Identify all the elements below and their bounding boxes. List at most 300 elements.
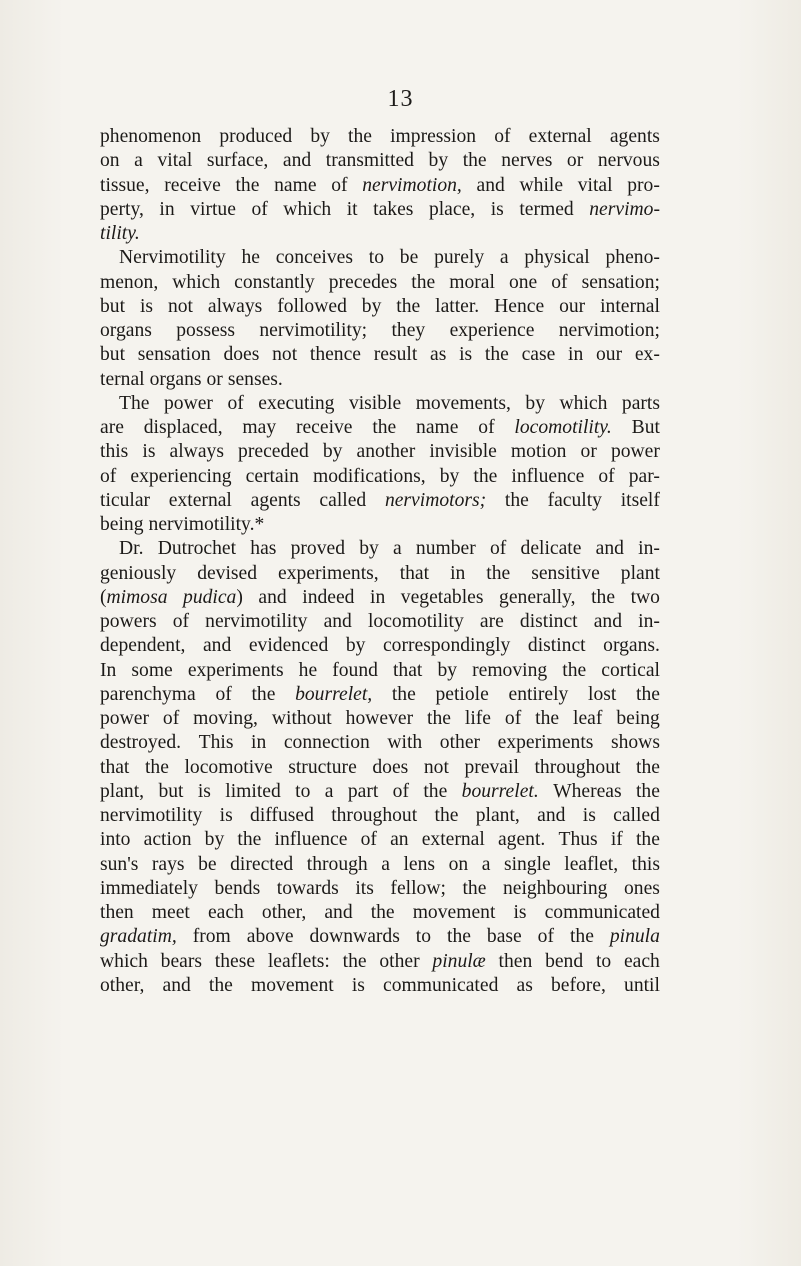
word: nervimotility.* <box>148 514 265 535</box>
word: does <box>372 756 409 778</box>
word: the <box>636 683 660 705</box>
word: and <box>323 611 352 632</box>
word: experiments, <box>278 562 379 584</box>
word: not <box>423 756 449 778</box>
word: bears <box>160 950 203 972</box>
word: base <box>486 926 522 948</box>
word: locomotility <box>367 611 464 632</box>
word: faculty <box>547 489 602 511</box>
word: while <box>519 174 564 196</box>
text-line <box>100 295 660 319</box>
text-line <box>100 125 660 149</box>
word: the <box>235 174 260 196</box>
word: part <box>347 780 379 802</box>
text-line <box>100 513 660 537</box>
word: moral <box>449 271 495 293</box>
word: the <box>208 974 233 996</box>
text-line <box>100 853 660 877</box>
word: physical <box>524 247 590 269</box>
word: the <box>462 150 487 172</box>
word: This <box>198 732 234 754</box>
word: of <box>489 538 507 560</box>
word: menon, <box>100 271 159 293</box>
text-line <box>100 198 660 222</box>
word: parenchyma <box>100 683 196 705</box>
word: as <box>430 344 447 366</box>
word: bend <box>545 950 584 972</box>
word: conceives <box>275 247 353 269</box>
word: of <box>360 829 377 851</box>
word: by <box>310 126 330 147</box>
word: not <box>272 344 298 366</box>
word: other <box>379 950 420 972</box>
word: power <box>163 392 213 414</box>
word: external <box>421 829 485 851</box>
word: ones <box>623 877 660 899</box>
text-line <box>100 222 660 246</box>
word: But <box>631 417 660 438</box>
text-line <box>100 174 660 198</box>
word: is <box>139 295 154 317</box>
word: the <box>486 562 511 584</box>
word: until <box>624 974 660 996</box>
word: by <box>525 392 546 414</box>
text-line <box>100 780 660 804</box>
word: tility. <box>100 223 140 244</box>
word: into <box>100 829 131 851</box>
word: ticular <box>100 489 151 511</box>
word: then <box>498 950 533 972</box>
word: before, <box>550 974 606 996</box>
word: immediately <box>100 877 198 899</box>
word: ternal <box>100 368 145 390</box>
word: in- <box>638 611 660 632</box>
word: two <box>630 586 660 608</box>
text-line <box>100 537 660 561</box>
word: limited <box>225 780 281 802</box>
word: of <box>478 417 495 438</box>
text-line <box>100 877 660 901</box>
word: or <box>580 441 597 463</box>
word: power <box>610 441 660 463</box>
word: in <box>159 198 175 220</box>
word: is <box>197 780 211 802</box>
word: other <box>439 732 481 754</box>
word: being <box>100 514 144 535</box>
word: to <box>415 926 432 948</box>
word: are <box>479 611 504 632</box>
word: and <box>324 902 353 923</box>
word: executing <box>258 392 335 414</box>
word: but <box>158 780 184 802</box>
text-line <box>100 489 660 513</box>
word: and <box>162 974 191 996</box>
word: but <box>100 295 126 317</box>
word: proved <box>290 538 346 560</box>
word: leaflets: <box>267 950 330 972</box>
word: pro- <box>627 174 660 196</box>
text-line <box>100 731 660 755</box>
word: another <box>356 441 416 463</box>
word: power <box>100 708 149 729</box>
word: by <box>439 465 460 487</box>
text-line <box>100 610 660 634</box>
word: sensation; <box>581 271 660 293</box>
word: throughout <box>331 805 418 826</box>
word: each <box>207 902 244 923</box>
word: Whereas <box>553 780 622 802</box>
word: as <box>516 974 533 996</box>
word: the <box>504 489 529 511</box>
text-line <box>100 683 660 707</box>
word: powers <box>100 611 157 632</box>
word: par- <box>628 465 660 487</box>
word: visible <box>348 392 402 414</box>
word: lens <box>403 853 436 875</box>
word: agent. <box>497 829 546 851</box>
text-line <box>100 950 660 974</box>
word: name <box>274 174 317 196</box>
word: entirely <box>508 683 569 705</box>
text-line <box>100 828 660 852</box>
word: generally, <box>499 586 576 608</box>
word: a <box>324 780 334 802</box>
word: to <box>295 780 311 802</box>
word: experiments <box>497 732 594 754</box>
word: he <box>241 247 260 269</box>
word: removing <box>472 659 548 681</box>
word: devised <box>197 562 258 584</box>
text-line <box>100 271 660 295</box>
word: if <box>610 829 623 851</box>
word: thence <box>309 344 362 366</box>
word: by <box>359 538 379 560</box>
text-line <box>100 562 660 586</box>
word: Dr. <box>119 538 144 560</box>
word: bourrelet, <box>295 683 373 705</box>
word: the <box>484 344 509 366</box>
body-text <box>100 125 660 998</box>
word: has <box>250 538 277 560</box>
word: leaf <box>573 708 603 729</box>
word: termed <box>519 198 574 220</box>
word: on <box>448 853 469 875</box>
word: of <box>162 708 180 729</box>
word: each <box>623 950 660 972</box>
word: delicate <box>520 538 582 560</box>
word: however <box>345 708 414 729</box>
word: of <box>537 926 554 948</box>
word: experiments <box>187 659 284 681</box>
word: the <box>144 756 169 778</box>
word: indeed <box>302 586 355 608</box>
word: locomotility. <box>514 417 612 438</box>
text-line <box>100 368 660 392</box>
word: but <box>100 344 126 366</box>
word: a <box>134 150 143 172</box>
text-line <box>100 343 660 367</box>
word: of <box>504 708 522 729</box>
word: parts <box>621 392 660 414</box>
text-line <box>100 440 660 464</box>
word: in <box>450 562 466 584</box>
word: the <box>635 780 660 802</box>
word: communicated <box>383 974 499 996</box>
word: a <box>499 247 509 269</box>
word: dependent, <box>100 635 186 657</box>
word: directed <box>230 853 294 875</box>
word: perty, <box>100 198 144 220</box>
word: of <box>251 198 268 220</box>
word: precedes <box>328 271 398 293</box>
word: is <box>459 344 473 366</box>
word: neighbouring <box>502 877 608 899</box>
word: is <box>351 974 365 996</box>
word: and <box>476 174 505 196</box>
word: the <box>447 926 471 948</box>
word: nervimotion; <box>558 320 660 341</box>
word: connection <box>283 732 370 754</box>
text-line <box>100 707 660 731</box>
word: our <box>559 295 586 317</box>
text-line <box>100 756 660 780</box>
word: locomotive <box>184 756 273 778</box>
word: that <box>399 562 430 584</box>
word: a <box>393 538 402 560</box>
word: gradatim, <box>100 926 177 948</box>
text-line <box>100 586 660 610</box>
word: he <box>298 659 318 681</box>
word: evidenced <box>248 635 329 657</box>
word: the <box>423 780 448 802</box>
word: distinct <box>519 611 578 632</box>
word: the <box>342 950 367 972</box>
word: called <box>319 489 367 511</box>
text-line <box>100 392 660 416</box>
word: Nervimotility <box>119 247 226 269</box>
text-line <box>100 901 660 925</box>
word: this <box>631 853 660 875</box>
word: does <box>223 344 260 366</box>
word: Dutrochet <box>157 538 237 560</box>
word: by <box>204 829 225 851</box>
word: external <box>168 489 232 511</box>
word: that <box>392 659 423 681</box>
word: or <box>566 150 584 172</box>
word: or <box>206 368 223 390</box>
word: which <box>172 271 221 293</box>
word: bourrelet. <box>461 780 539 802</box>
word: the <box>636 756 660 778</box>
page-number: 13 <box>387 86 414 112</box>
word: influence <box>511 465 585 487</box>
word: of <box>172 611 190 632</box>
text-line <box>100 659 660 683</box>
word: surface, <box>206 150 269 172</box>
word: and <box>282 150 312 172</box>
word: the <box>237 829 262 851</box>
word: moving, <box>193 708 258 729</box>
text-line <box>100 319 660 343</box>
word: that <box>100 756 130 778</box>
word: result <box>373 344 418 366</box>
word: sensation <box>137 344 211 366</box>
word: displaced, <box>143 417 223 438</box>
word: experience <box>449 320 535 341</box>
word: of <box>494 126 511 147</box>
word: lost <box>588 683 617 705</box>
word: the <box>591 586 616 608</box>
word: purely <box>434 247 485 269</box>
word: agents <box>250 489 301 511</box>
word: shows <box>610 732 660 754</box>
word: the <box>396 295 421 317</box>
word: on <box>100 150 120 172</box>
word: number <box>415 538 476 560</box>
word: ex- <box>634 344 660 366</box>
word: pudica) <box>183 586 243 608</box>
word: external <box>528 126 592 147</box>
word: is <box>142 441 156 463</box>
word: sun's <box>100 853 139 875</box>
word: by <box>322 441 343 463</box>
word: one <box>508 271 538 293</box>
word: are <box>100 417 124 438</box>
word: motion <box>510 441 567 463</box>
word: geniously <box>100 562 177 584</box>
word: transmitted <box>325 150 414 172</box>
word: its <box>355 877 374 899</box>
word: by <box>345 635 366 657</box>
word: of <box>598 465 615 487</box>
word: and <box>258 586 287 608</box>
word: is <box>582 805 596 826</box>
word: tissue, <box>100 174 150 196</box>
word: nervimotors; <box>384 489 487 511</box>
word: a <box>381 853 390 875</box>
word: which <box>559 392 608 414</box>
word: movement <box>250 974 334 996</box>
word: the <box>462 877 487 899</box>
text-line <box>100 416 660 440</box>
word: our <box>596 344 623 366</box>
word: always <box>207 295 263 317</box>
word: it <box>346 198 358 220</box>
word: receive <box>295 417 353 438</box>
word: by <box>428 150 449 172</box>
word: not <box>167 295 193 317</box>
word: is <box>513 902 527 923</box>
word: of <box>215 683 232 705</box>
word: of <box>551 271 568 293</box>
word: found <box>332 659 378 681</box>
word: pinulæ <box>432 950 486 972</box>
word: is <box>219 805 233 826</box>
word: agents <box>609 126 660 147</box>
word: be <box>198 853 217 875</box>
word: nerves <box>501 150 553 172</box>
word: In <box>100 659 117 681</box>
word: constantly <box>234 271 315 293</box>
word: certain <box>245 465 299 487</box>
word: plant, <box>475 805 520 826</box>
word: and <box>595 538 624 560</box>
word: by <box>361 295 382 317</box>
word: modifications, <box>313 465 426 487</box>
word: throughout <box>534 756 621 778</box>
word: action <box>143 829 192 851</box>
word: and <box>537 805 566 826</box>
word: and <box>202 635 232 657</box>
word: called <box>613 805 660 826</box>
word: the <box>427 708 451 729</box>
word: the <box>562 659 587 681</box>
word: to <box>595 950 612 972</box>
word: the <box>251 683 276 705</box>
word: the <box>372 417 397 438</box>
word: rays <box>151 853 185 875</box>
word: possess <box>176 320 236 341</box>
word: the <box>411 271 436 293</box>
word: receive <box>164 174 221 196</box>
text-line <box>100 925 660 949</box>
word: (mimosa <box>100 586 168 608</box>
word: the <box>370 902 395 923</box>
word: these <box>214 950 256 972</box>
word: the <box>535 708 560 729</box>
word: vital <box>157 150 193 172</box>
text-line <box>100 246 660 270</box>
word: an <box>390 829 409 851</box>
word: nervimo- <box>589 198 660 220</box>
word: a <box>481 853 491 875</box>
word: to <box>368 247 385 269</box>
word: internal <box>600 295 660 317</box>
word: followed <box>277 295 347 317</box>
word: Thus <box>558 829 598 851</box>
word: the <box>348 126 372 147</box>
word: structure <box>288 756 357 778</box>
word: which <box>100 950 148 972</box>
word: virtue <box>190 198 236 220</box>
word: of <box>227 392 244 414</box>
word: pheno- <box>605 247 660 269</box>
word: phenomenon <box>100 126 202 147</box>
word: produced <box>219 126 293 147</box>
word: the <box>434 805 459 826</box>
word: nervous <box>597 150 660 172</box>
text-line <box>100 149 660 173</box>
word: pinula <box>609 926 660 948</box>
word: downwards <box>309 926 400 948</box>
word: which <box>283 198 332 220</box>
word: diffused <box>250 805 314 826</box>
word: petiole <box>435 683 489 705</box>
word: the <box>569 926 594 948</box>
word: sensitive <box>531 562 600 584</box>
text-line <box>100 634 660 658</box>
word: other, <box>100 974 145 996</box>
word: of <box>392 780 409 802</box>
word: and <box>593 611 623 632</box>
word: of <box>331 174 348 196</box>
word: The <box>119 392 150 414</box>
word: correspondingly <box>382 635 511 657</box>
word: above <box>246 926 294 948</box>
word: experiencing <box>130 465 232 487</box>
word: plant <box>620 562 660 584</box>
word: be <box>399 247 419 269</box>
